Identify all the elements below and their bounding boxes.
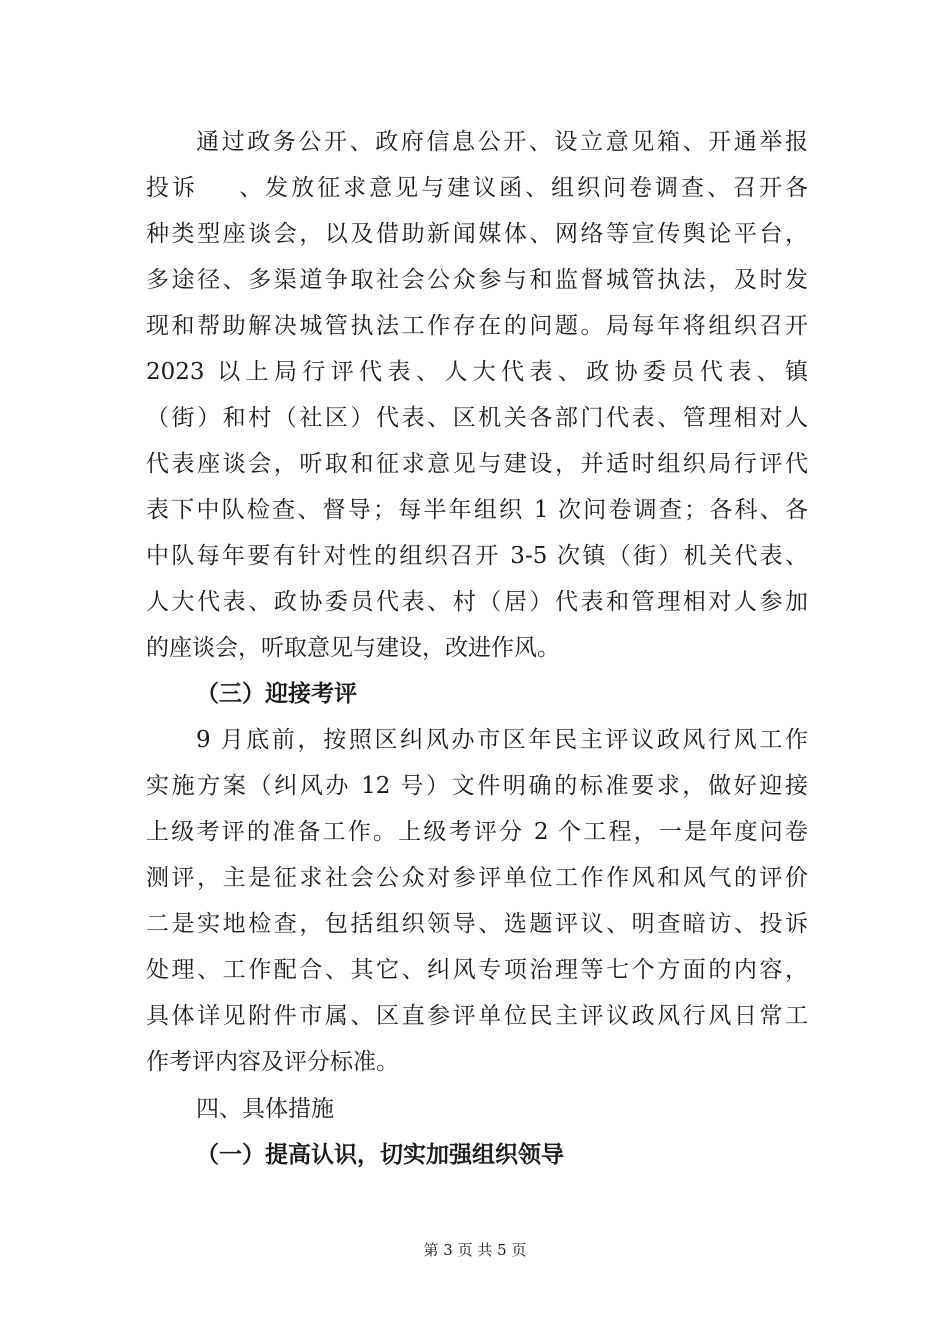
text-line: 二是实地检查，包括组织领导、选题评议、明查暗访、投诉	[146, 911, 808, 937]
section-heading: （三）迎接考评	[196, 681, 357, 707]
text-line: 现和帮助解决城管执法工作存在的问题。局每年将组织召开	[146, 313, 808, 339]
text-line: 表下中队检查、督导；每半年组织 1 次问卷调查；各科、各	[146, 497, 808, 523]
text-line: 人大代表、政协委员代表、村（居）代表和管理相对人参加	[146, 589, 808, 615]
text-line: 测评，主是征求社会公众对参评单位工作作风和风气的评价	[146, 865, 808, 891]
text-line: 具体详见附件市属、区直参评单位民主评议政风行风日常工	[146, 1003, 808, 1029]
subsection-heading: （一）提高认识，切实加强组织领导	[196, 1142, 564, 1168]
part-heading: 四、具体措施	[196, 1096, 334, 1122]
text-line: 多途径、多渠道争取社会公众参与和监督城管执法，及时发	[146, 267, 808, 293]
text-line: 的座谈会，听取意见与建设，改进作风。	[146, 635, 560, 661]
text-line: 中队每年要有针对性的组织召开 3-5 次镇（街）机关代表、	[146, 543, 808, 569]
text-line: 上级考评的准备工作。上级考评分 2 个工程，一是年度问卷	[146, 819, 808, 845]
text-line: 代表座谈会，听取和征求意见与建设，并适时组织局行评代	[146, 451, 808, 477]
text-line: 种类型座谈会，以及借助新闻媒体、网络等宣传舆论平台，	[146, 221, 808, 247]
text-line: 通过政务公开、政府信息公开、设立意见箱、开通举报	[196, 129, 808, 155]
text-line: 处理、工作配合、其它、纠风专项治理等七个方面的内容，	[146, 957, 808, 983]
text-line: 9 月底前，按照区纠风办市区年民主评议政风行风工作	[196, 727, 808, 753]
text-line: 2023 以上局行评代表、人大代表、政协委员代表、镇	[146, 359, 808, 385]
text-line: 投诉 、发放征求意见与建议函、组织问卷调查、召开各	[146, 175, 808, 201]
page-footer: 第 3 页 共 5 页	[423, 1241, 527, 1259]
text-line: 实施方案（纠风办 12 号）文件明确的标准要求，做好迎接	[146, 773, 808, 799]
text-line: 作考评内容及评分标准。	[146, 1049, 399, 1075]
text-line: （街）和村（社区）代表、区机关各部门代表、管理相对人	[146, 405, 808, 431]
